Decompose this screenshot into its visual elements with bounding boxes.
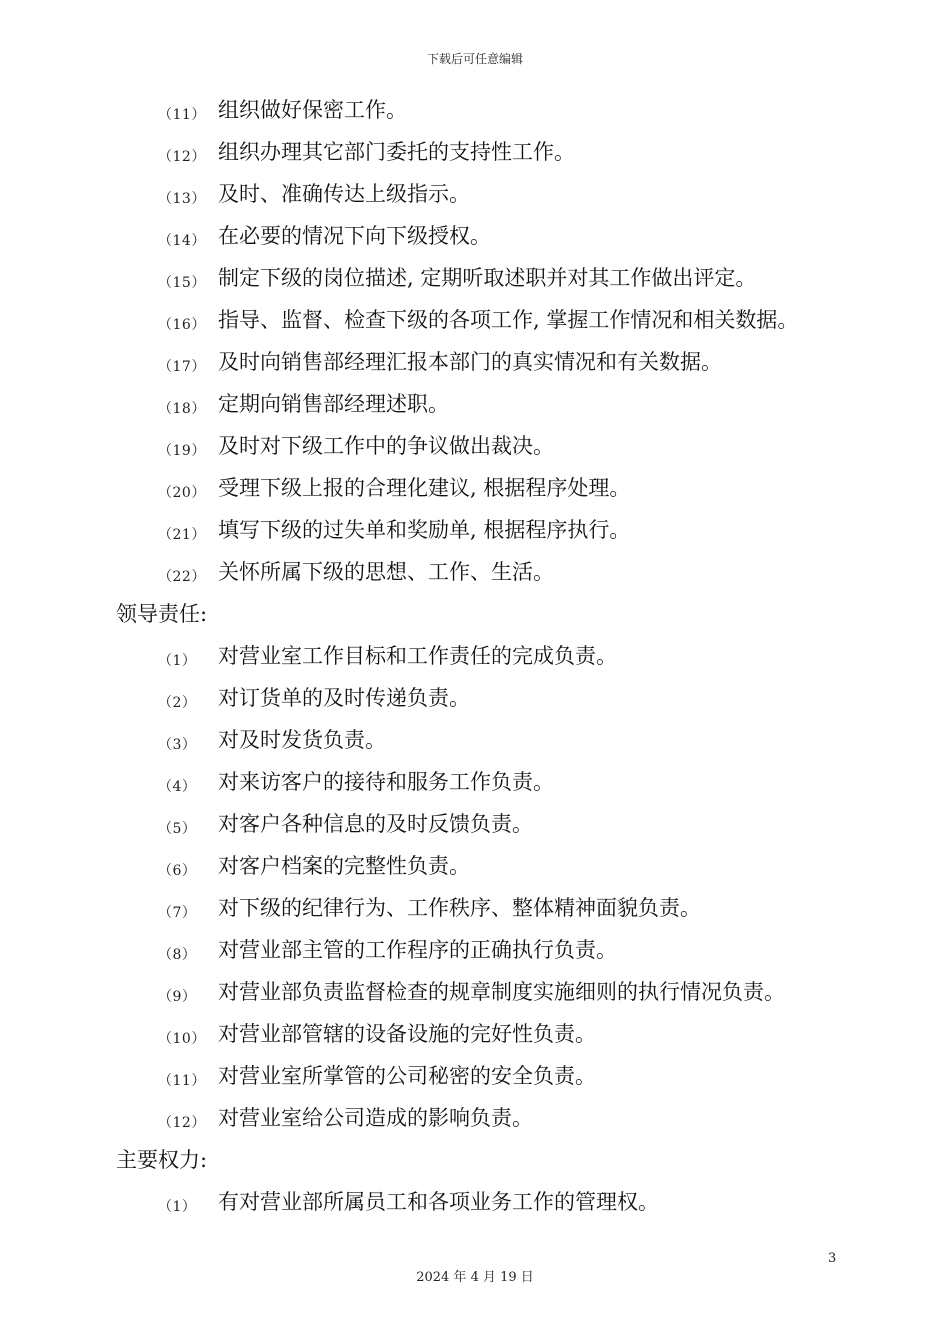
- item-text: 对客户档案的完整性负责。: [218, 854, 470, 878]
- item-text: 对营业室所掌管的公司秘密的安全负责。: [218, 1064, 596, 1088]
- item-number: （1）: [158, 1199, 197, 1215]
- item-number: （10）: [158, 1031, 206, 1047]
- item-text: 对营业室给公司造成的影响负责。: [218, 1106, 533, 1130]
- item-number: （12）: [158, 1115, 206, 1131]
- item-number: （11）: [158, 1073, 206, 1089]
- item-number: （6）: [158, 863, 197, 879]
- section-heading-leadership: 领导责任:: [116, 602, 208, 626]
- item-text: 填写下级的过失单和奖励单, 根据程序执行。: [218, 518, 631, 542]
- section-heading-powers: 主要权力:: [116, 1148, 208, 1172]
- item-number: （20）: [158, 485, 206, 501]
- item-text: 及时对下级工作中的争议做出裁决。: [218, 434, 554, 458]
- item-number: （22）: [158, 569, 206, 585]
- item-number: （15）: [158, 275, 206, 291]
- item-text: 制定下级的岗位描述, 定期听取述职并对其工作做出评定。: [218, 266, 757, 290]
- item-number: （1）: [158, 653, 197, 669]
- item-number: （12）: [158, 149, 206, 165]
- item-number: （5）: [158, 821, 197, 837]
- item-text: 对营业部主管的工作程序的正确执行负责。: [218, 938, 617, 962]
- item-text: 及时向销售部经理汇报本部门的真实情况和有关数据。: [218, 350, 722, 374]
- item-number: （13）: [158, 191, 206, 207]
- item-number: （18）: [158, 401, 206, 417]
- item-number: （9）: [158, 989, 197, 1005]
- page-header: 下载后可任意编辑: [426, 52, 523, 66]
- item-text: 对客户各种信息的及时反馈负责。: [218, 812, 533, 836]
- item-text: 在必要的情况下向下级授权。: [218, 224, 491, 248]
- item-text: 关怀所属下级的思想、工作、生活。: [218, 560, 554, 584]
- item-text: 有对营业部所属员工和各项业务工作的管理权。: [218, 1190, 659, 1214]
- item-number: （17）: [158, 359, 206, 375]
- item-text: 及时、准确传达上级指示。: [218, 182, 470, 206]
- item-number: （7）: [158, 905, 197, 921]
- item-number: （16）: [158, 317, 206, 333]
- item-number: （14）: [158, 233, 206, 249]
- item-text: 对订货单的及时传递负责。: [218, 686, 470, 710]
- item-number: （4）: [158, 779, 197, 795]
- item-text: 对营业室工作目标和工作责任的完成负责。: [218, 644, 617, 668]
- item-text: 定期向销售部经理述职。: [218, 392, 449, 416]
- item-number: （19）: [158, 443, 206, 459]
- item-text: 对营业部管辖的设备设施的完好性负责。: [218, 1022, 596, 1046]
- item-text: 对下级的纪律行为、工作秩序、整体精神面貌负责。: [218, 896, 701, 920]
- item-number: （2）: [158, 695, 197, 711]
- item-text: 组织办理其它部门委托的支持性工作。: [218, 140, 575, 164]
- item-number: （8）: [158, 947, 197, 963]
- item-text: 指导、监督、检查下级的各项工作, 掌握工作情况和相关数据。: [218, 308, 799, 332]
- item-text: 组织做好保密工作。: [218, 98, 407, 122]
- item-text: 对来访客户的接待和服务工作负责。: [218, 770, 554, 794]
- item-number: （11）: [158, 107, 206, 123]
- item-text: 对及时发货负责。: [218, 728, 386, 752]
- item-number: （3）: [158, 737, 197, 753]
- page-footer-date: 2024 年 4 月 19 日: [416, 1270, 534, 1285]
- item-text: 受理下级上报的合理化建议, 根据程序处理。: [218, 476, 631, 500]
- item-number: （21）: [158, 527, 206, 543]
- item-text: 对营业部负责监督检查的规章制度实施细则的执行情况负责。: [218, 980, 785, 1004]
- page-number: 3: [828, 1251, 837, 1266]
